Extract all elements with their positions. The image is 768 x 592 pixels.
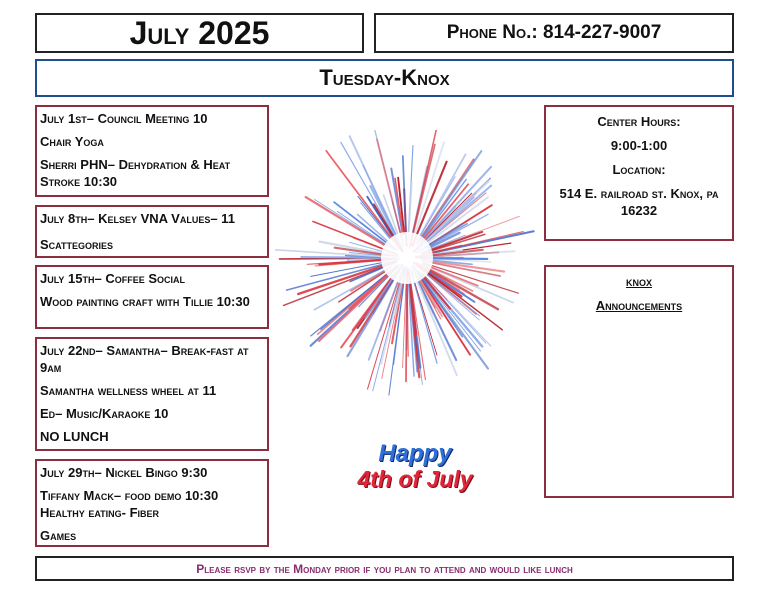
week-line: Games	[40, 528, 77, 543]
week-line: Tiffany Mack– food demo 10:30	[40, 488, 219, 503]
firework-image	[275, 130, 540, 435]
address: 514 E. railroad st. Knox, pa 16232	[559, 186, 719, 218]
week-line: July 15th– Coffee Social	[40, 271, 185, 286]
week-line: July 1st– Council Meeting 10	[40, 111, 208, 126]
fourth-of-july-text: 4th of July	[357, 466, 473, 492]
week-line: Ed– Music/Karaoke 10	[40, 406, 169, 421]
firework-ray	[298, 262, 393, 294]
week-line: Scattegories	[40, 237, 114, 252]
month-title: July 2025	[35, 13, 364, 53]
week-box-july-1	[35, 105, 269, 197]
site-title: Tuesday-Knox	[35, 59, 734, 97]
week-line: Wood painting craft with Tillie 10:30	[40, 294, 250, 309]
week-line: NO LUNCH	[40, 429, 109, 444]
phone-number: Phone No.: 814-227-9007	[374, 13, 734, 53]
announcements-heading: Announcements	[595, 298, 683, 313]
center-info-box	[544, 105, 734, 241]
week-line: Chair Yoga	[40, 134, 104, 149]
announcements-location: knox	[625, 274, 652, 289]
happy-text: Happy	[378, 440, 452, 467]
week-box-july-29	[35, 459, 269, 547]
week-line: Healthy eating- Fiber	[40, 505, 160, 520]
hours-value: 9:00-1:00	[610, 138, 668, 153]
announcements-box	[544, 265, 734, 498]
week-box-july-22	[35, 337, 269, 451]
week-line: July 22nd– Samantha– Break-fast at 9am	[40, 343, 249, 375]
week-line: July 29th– Nickel Bingo 9:30	[40, 465, 208, 480]
week-line: Samantha wellness wheel at 11	[40, 383, 217, 398]
week-box-july-15	[35, 265, 269, 329]
location-label: Location:	[612, 162, 666, 177]
week-box-july-8	[35, 205, 269, 258]
happy-4th-graphic	[330, 440, 500, 493]
rsvp-footer: Please rsvp by the Monday prior if you plan to attend and would like lunch	[35, 556, 734, 581]
week-line: Sherri PHN– Dehydration & Heat Stroke 10:30	[40, 157, 231, 189]
week-line: July 8th– Kelsey VNA Values– 11	[40, 211, 235, 226]
hours-label: Center Hours:	[597, 114, 681, 129]
